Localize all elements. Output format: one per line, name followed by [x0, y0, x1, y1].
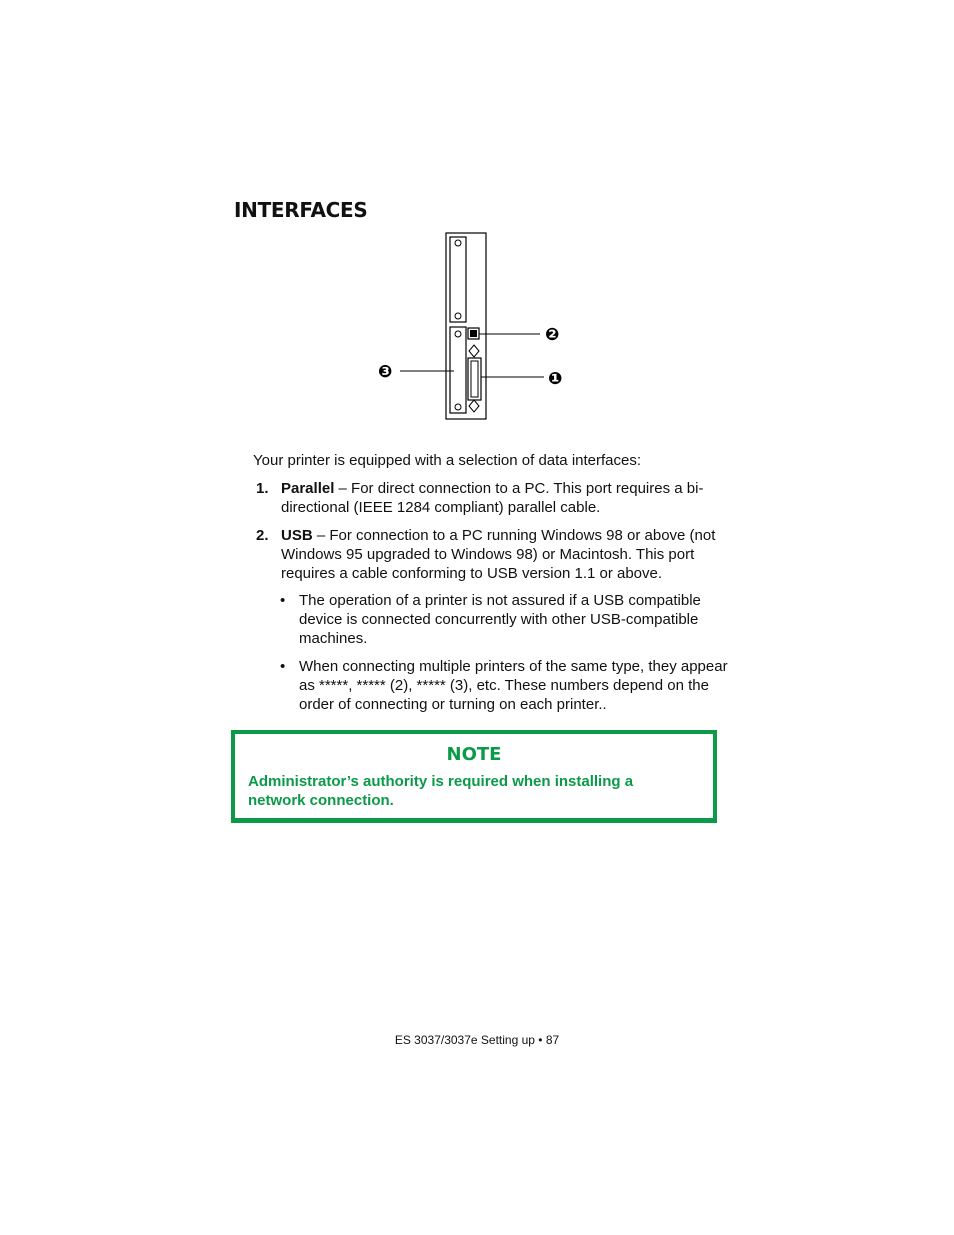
bullet-usb-compatibility — [280, 591, 740, 648]
bullet-multiple-printers — [280, 657, 740, 714]
lower-slot — [450, 327, 466, 413]
list-item-number: 2. — [256, 527, 269, 544]
note-box — [231, 730, 717, 823]
note-text: Administrator’s authority is required when installing a network connection. — [248, 773, 634, 809]
list-item-parallel — [256, 479, 726, 517]
list-item-text: – For connection to a PC running Windows 98 or above (not Windows 95 upgraded to Windows 98) or Macintosh. This port requires a cable conforming to USB version 1.1 or above. — [281, 527, 716, 582]
list-item-usb — [256, 526, 726, 583]
bullet-text: The operation of a printer is not assured if a USB compatible device is connected concurrently with other USB-compatible machines. — [299, 592, 701, 647]
bullet-text: When connecting multiple printers of the same type, they appear as *****, ***** (2), ***** (3), etc. These numbers depend on the order of connecting or turning on each printer.. — [299, 658, 728, 713]
list-item-term: Parallel — [281, 480, 335, 497]
callout-1: ❶ — [548, 369, 563, 389]
page-footer: ES 3037/3037e Setting up • 87 — [394, 1033, 560, 1047]
upper-slot — [450, 237, 466, 322]
list-item-term: USB — [281, 527, 313, 544]
interface-panel-diagram — [370, 228, 580, 428]
note-title: NOTE — [446, 744, 502, 765]
callout-3: ❸ — [378, 362, 393, 382]
bullet-mark: • — [280, 592, 286, 609]
callout-2: ❷ — [545, 325, 560, 345]
page-heading: INTERFACES — [234, 198, 368, 222]
list-item-number: 1. — [256, 480, 269, 497]
intro-text: Your printer is equipped with a selection of data interfaces: — [253, 452, 642, 469]
list-item-text: – For direct connection to a PC. This port requires a bi-directional (IEEE 1284 compliant) parallel cable. — [281, 480, 704, 516]
bullet-mark: • — [280, 658, 286, 675]
